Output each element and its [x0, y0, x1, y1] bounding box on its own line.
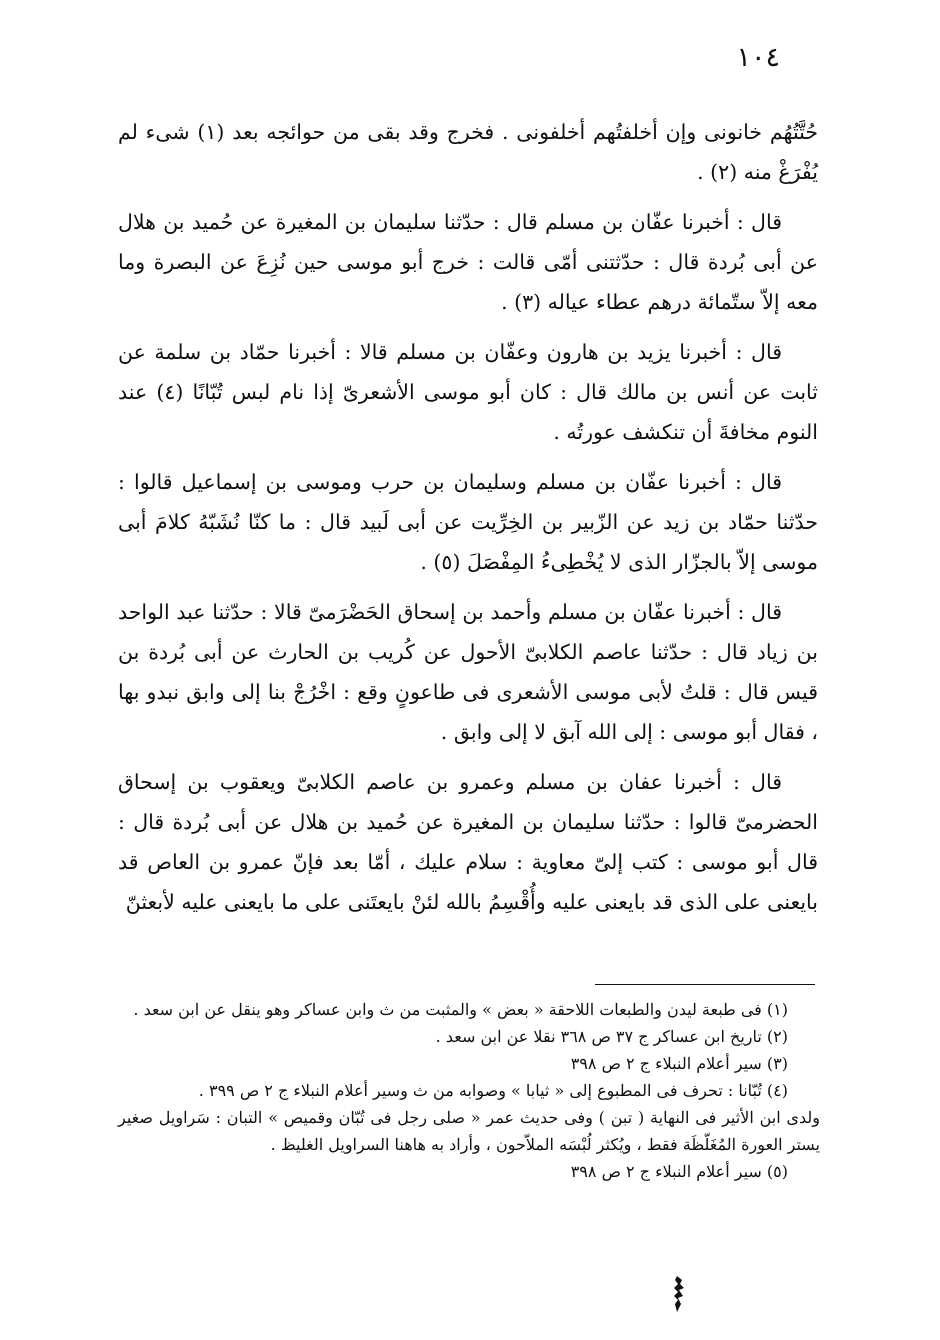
main-text — [118, 112, 818, 922]
paragraph-narration-4: قال : أخبرنا عفّان بن مسلم وأحمد بن إسحاق الحَضْرَمىّ قالا : حدّثنا عبد الواحد بن زياد قال : حدّثنا عاصم الكلابىّ الأحول عن كُريب بن الحارث عن أبى بُردة بن قيس قال : قلتُ لأبى موسى الأشعرى فى طاعونٍ وقع : اخْرُجْ بنا إلى وابق نبدو بها ، فقال أبو موسى : إلى الله آبق لا إلى وابق . — [118, 600, 818, 744]
footnote-4: (٤) تُبّانا : تحرف فى المطبوع إلى « ثيابا » وصوابه من ث وسير أعلام النبلاء ج ٢ ص ٣٩٩ . — [198, 1081, 788, 1100]
footnote-1: (١) فى طبعة ليدن والطبعات اللاحقة « بعض » والمثبت من ث وابن عساكر وهو ينقل عن ابن سعد . — [133, 1000, 788, 1019]
paragraph-narration-2: قال : أخبرنا يزيد بن هارون وعفّان بن مسلم قالا : أخبرنا حمّاد بن سلمة عن ثابت عن أنس بن مالك قال : كان أبو موسى الأشعرىّ إذا نام لبس تُبّانًا (٤) عند النوم مخافةَ أن تنكشف عورتُه . — [118, 340, 818, 444]
footnotes — [118, 996, 820, 1185]
paragraph-narration-5: قال : أخبرنا عفان بن مسلم وعمرو بن عاصم الكلابىّ ويعقوب بن إسحاق الحضرمىّ قالوا : حدّثنا سليمان بن المغيرة عن حُميد بن هلال عن أبى بُردة قال : قال أبو موسى : كتب إلىّ معاوية : سلام عليك ، أمّا بعد فإنّ عمرو بن العاص قد بايعنى على الذى قد بايعنى عليه وأُقْسِمُ بالله لئنْ بايعتَنى على ما بايعنى عليه لأبعثنّ — [118, 770, 818, 914]
paragraph-narration-1: قال : أخبرنا عفّان بن مسلم قال : حدّثنا سليمان بن المغيرة عن حُميد بن هلال عن أبى بُردة قال : حدّثتنى أمّى قالت : خرج أبو موسى حين نُزِعَ عن البصرة وما معه إلاّ ستّمائة درهم عطاء عياله (٣) . — [118, 210, 818, 314]
footnote-separator — [595, 984, 815, 985]
footnote-2: (٢) تاريخ ابن عساكر ج ٣٧ ص ٣٦٨ نقلا عن ابن سعد . — [435, 1027, 788, 1046]
page-ornament-icon — [668, 1274, 690, 1314]
footnote-4-continuation: ولدى ابن الأثير فى النهاية ( تبن ) وفى حديث عمر « صلى رجل فى تُبّان وقميص » التبان : سَراويل صغير يستر العورة المُغَلّظَة فقط ، ويُكثر لُبْسَه الملاّحون ، وأراد به هاهنا السراويل الغليظ . — [118, 1108, 820, 1154]
footnote-5: (٥) سير أعلام النبلاء ج ٢ ص ٣٩٨ — [570, 1162, 788, 1181]
paragraph-continuation: حُتَّتُهُم خانونى وإن أخلفتُهم أخلفونى . فخرج وقد بقى من حوائجه بعد (١) شىء لم يُفْرَغْ منه (٢) . — [118, 120, 818, 184]
paragraph-narration-3: قال : أخبرنا عفّان بن مسلم وسليمان بن حرب وموسى بن إسماعيل قالوا : حدّثنا حمّاد بن زيد عن الزّبير بن الخِرِّيت عن أبى لَبيد قال : ما كنّا نُشَبّهُ كلامَ أبى موسى إلاّ بالجزّار الذى لا يُخْطِىءُ المِفْصَلَ (٥) . — [118, 470, 818, 574]
page-number: ١٠٤ — [736, 42, 780, 73]
footnote-3: (٣) سير أعلام النبلاء ج ٢ ص ٣٩٨ — [570, 1054, 788, 1073]
